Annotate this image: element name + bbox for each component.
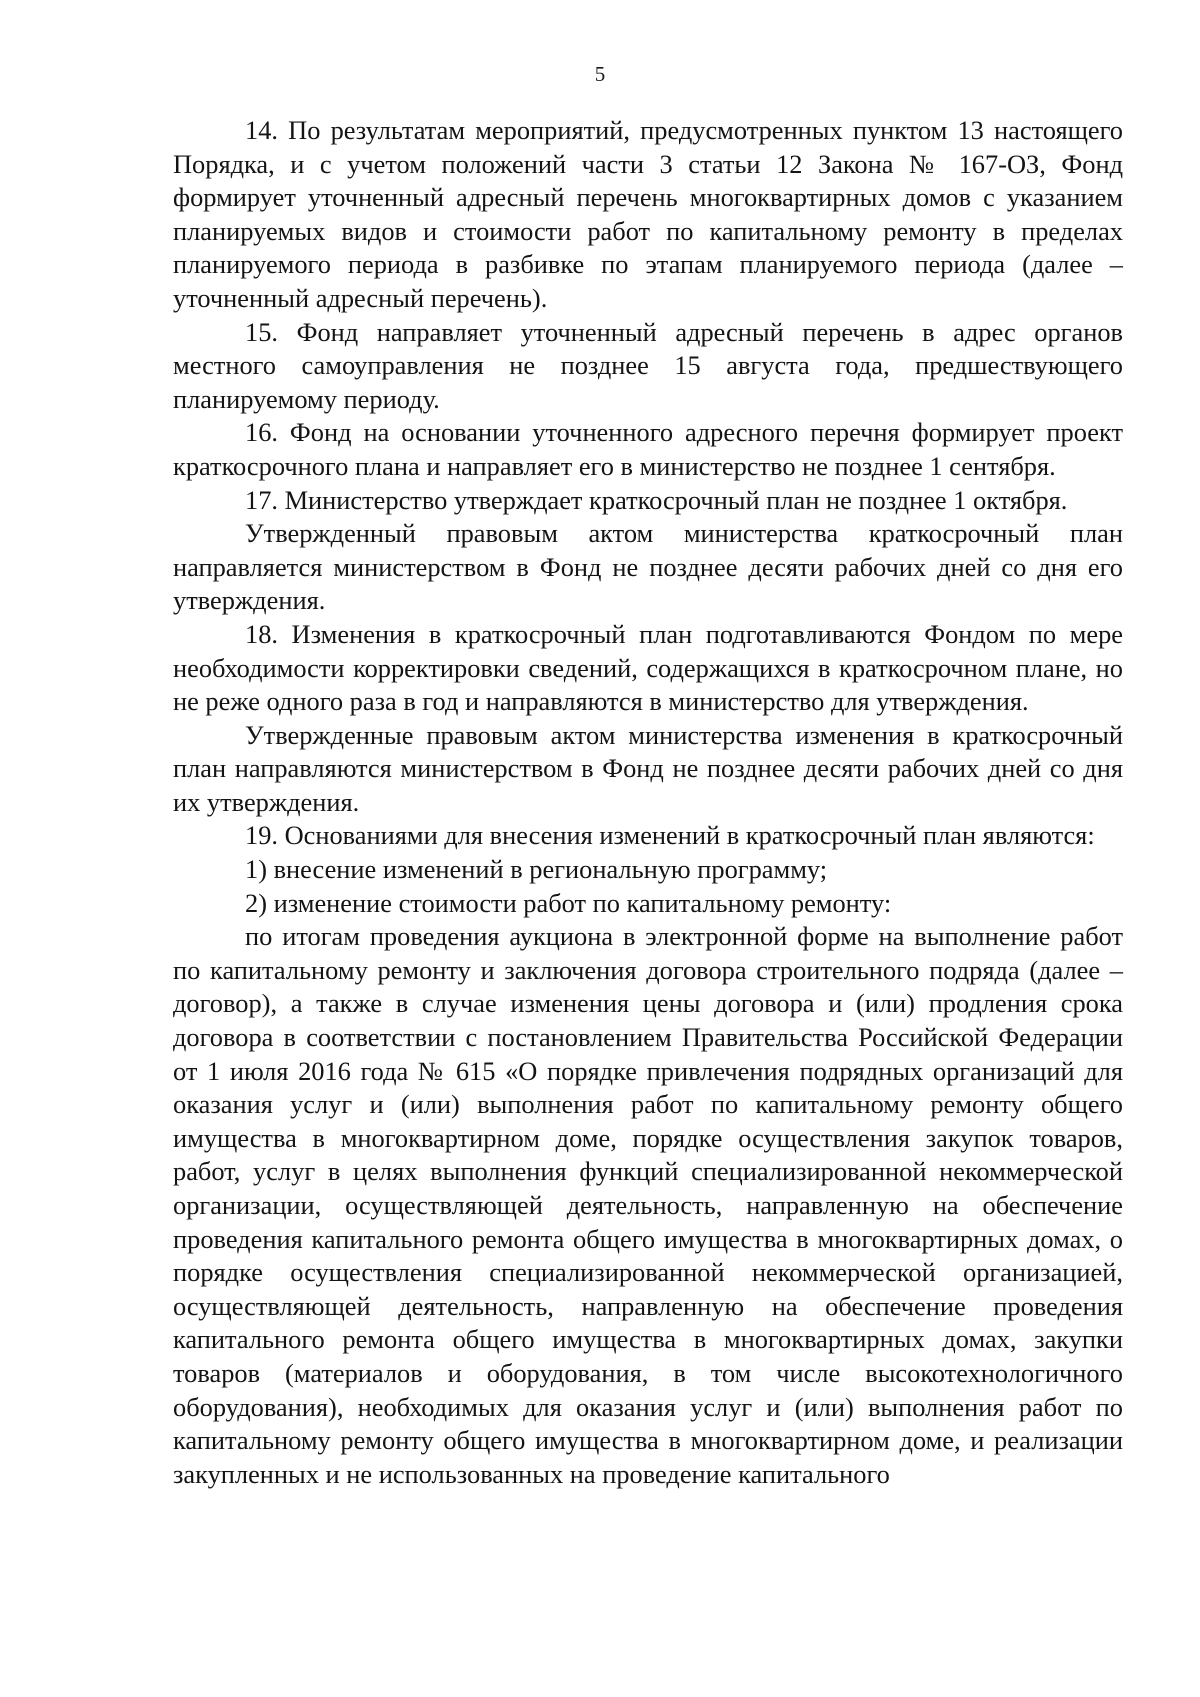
paragraph-19-item-2-detail: по итогам проведения аукциона в электронной форме на выполнение работ по капитальному ремонту и заключения договора строительного подряда (далее – договор), а также в случае изменения цены договора и (или) продления срока договора в соответствии с постановлением Правительства Российской Федерации от 1 июля 2016 года № 615 «О порядке привлечения подрядных организаций для оказания услуг и (или) выполнения работ по капитальному ремонту общего имущества в многоквартирном доме, порядке осуществления закупок товаров, работ, услуг в целях выполнения функций специализированной некоммерческой организации, осуществляющей деятельность, направленную на обеспечение проведения капитального ремонта общего имущества в многоквартирных домах, о порядке осуществления специализированной некоммерческой организацией, осуществляющей деятельность, направленную на обеспечение проведения капитального ремонта общего имущества в многоквартирных домах, закупки товаров (материалов и оборудования, в том числе высокотехнологичного оборудования), необходимых для оказания услуг и (или) выполнения работ по капитальному ремонту общего имущества в многоквартирном доме, и реализации закупленных и не использованных на проведение капитального [173, 921, 1123, 1489]
paragraph-18: 18. Изменения в краткосрочный план подготавливаются Фондом по мере необходимости корректировки сведений, содержащихся в краткосрочном плане, но не реже одного раза в год и направляются в министерство для утверждения. [173, 618, 1123, 717]
paragraph-18-approval: Утвержденные правовым актом министерства изменения в краткосрочный план направляются министерством в Фонд не позднее десяти рабочих дней со дня их утверждения. [173, 719, 1123, 817]
paragraph-19: 19. Основаниями для внесения изменений в краткосрочный план являются: [245, 820, 1095, 851]
paragraph-17-approval: Утвержденный правовым актом министерства краткосрочный план направляется министерством в Фонд не позднее десяти рабочих дней со дня его утверждения. [173, 518, 1123, 616]
paragraph-19-item-1: 1) внесение изменений в региональную программу; [245, 854, 828, 885]
paragraph-16: 16. Фонд на основании уточненного адресного перечня формирует проект краткосрочного плана и направляет его в министерство не позднее 1 сентября. [173, 417, 1123, 481]
page-number: 5 [594, 62, 606, 86]
paragraph-14: 14. По результатам мероприятий, предусмотренных пунктом 13 настоящего Порядка, и с учетом положений части 3 статьи 12 Закона № 167-ОЗ, Фонд формирует уточненный адресный перечень многоквартирных домов с указанием планируемых видов и стоимости работ по капитальному ремонту в пределах планируемого периода в разбивке по этапам планируемого периода (далее – уточненный адресный перечень). [173, 115, 1123, 313]
paragraph-19-item-2: 2) изменение стоимости работ по капитальному ремонту: [245, 887, 892, 918]
paragraph-15: 15. Фонд направляет уточненный адресный перечень в адрес органов местного самоуправления не позднее 15 августа года, предшествующего планируемому периоду. [173, 316, 1123, 414]
document-body [173, 114, 1123, 1491]
paragraph-17: 17. Министерство утверждает краткосрочный план не позднее 1 октября. [245, 484, 1068, 515]
